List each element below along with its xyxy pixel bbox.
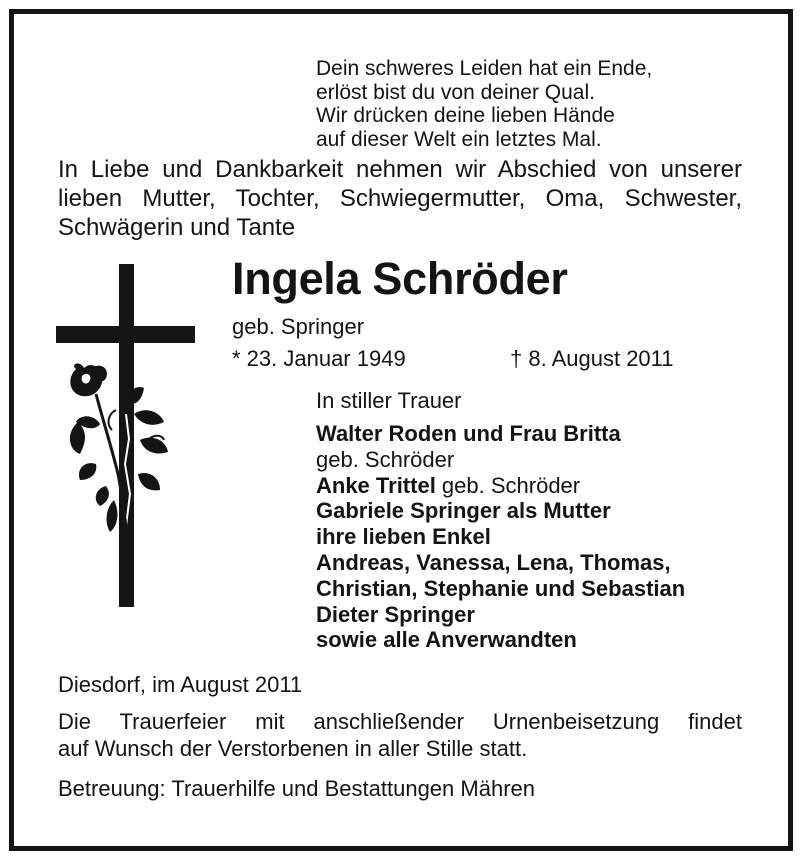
family-line: Christian, Stephanie und Sebastian	[316, 575, 686, 601]
family-name: Anke Trittel	[316, 472, 436, 498]
family-line: Andreas, Vanessa, Lena, Thomas,	[316, 549, 671, 575]
intro-line: In Liebe und Dankbarkeit nehmen wir Abschied von unserer	[58, 156, 742, 183]
family-line: sowie alle Anverwandten	[316, 627, 577, 653]
family-line: Gabriele Springer als Mutter	[316, 498, 611, 524]
poem	[316, 58, 652, 152]
deceased-name: Ingela Schröder	[232, 253, 568, 304]
poem-line: erlöst bist du von deiner Qual.	[316, 80, 595, 104]
poem-line: Wir drücken deine lieben Hände	[316, 104, 615, 127]
intro-line: Schwägerin und Tante	[58, 214, 296, 241]
service-notice	[58, 711, 742, 765]
mourning-heading: In stiller Trauer	[316, 388, 462, 413]
poem-line: auf dieser Welt ein letztes Mal.	[316, 127, 602, 151]
service-line: auf Wunsch der Verstorbenen in aller Stille statt.	[58, 736, 528, 761]
intro-line: lieben Mutter, Tochter, Schwiegermutter, Oma, Schwester,	[58, 185, 742, 212]
poem-line: Dein schweres Leiden hat ein Ende,	[316, 57, 653, 80]
family-list	[316, 423, 685, 655]
place-date: Diesdorf, im August 2011	[58, 672, 303, 697]
family-line	[316, 472, 685, 501]
birth-date: * 23. Januar 1949	[232, 346, 406, 371]
family-line: ihre lieben Enkel	[316, 524, 491, 550]
family-line: Walter Roden und Frau Britta	[316, 421, 621, 446]
funeral-care: Betreuung: Trauerhilfe und Bestattungen Mähren	[58, 776, 535, 801]
family-line: Dieter Springer	[316, 601, 475, 627]
intro-text	[58, 158, 742, 245]
family-line: geb. Schröder	[316, 446, 455, 472]
death-date: † 8. August 2011	[510, 346, 674, 371]
cross-with-rose-icon	[56, 264, 196, 610]
family-maiden: geb. Schröder	[435, 472, 581, 498]
maiden-name: geb. Springer	[232, 314, 365, 339]
service-line: Die Trauerfeier mit anschließender Urnenbeisetzung findet	[58, 709, 742, 734]
